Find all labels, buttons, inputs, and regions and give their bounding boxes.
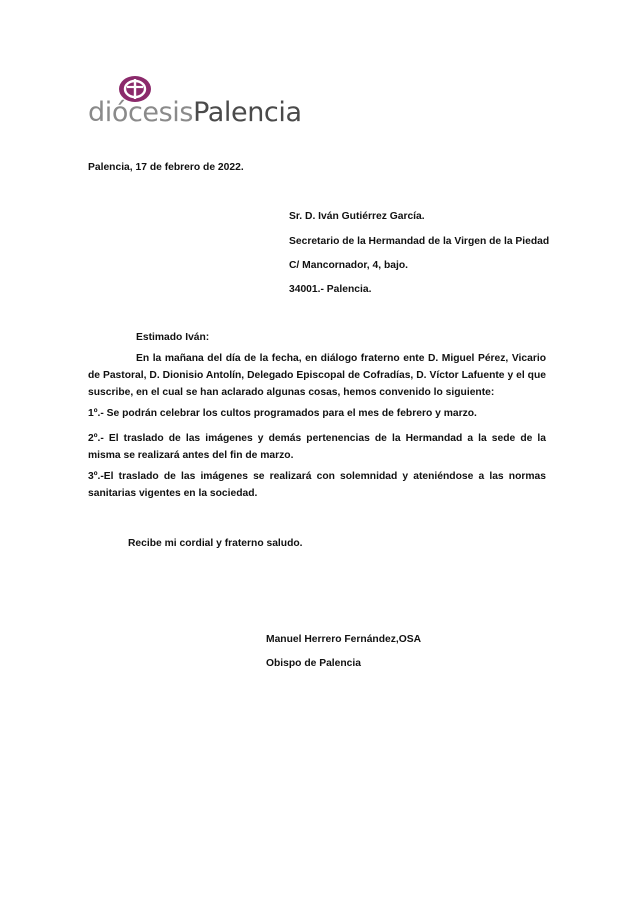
diocesis-palencia-logo	[88, 72, 302, 132]
recipient-position: Secretario de la Hermandad de la Virgen de la Piedad	[289, 236, 550, 247]
recipient-name: Sr. D. Iván Gutiérrez García.	[289, 211, 425, 222]
intro-paragraph: En la mañana del día de la fecha, en diálogo fraterno ente D. Miguel Pérez, Vicario de Pastoral, D. Dionisio Antolín, Delegado Episcopal de Cofradías, D. Víctor Lafuente y el que suscribe, en el cual se han aclarado algunas cosas, hemos convenido lo siguiente:	[88, 353, 546, 398]
logo-wordmark	[88, 98, 302, 132]
signature-name: Manuel Herrero Fernández,OSA	[266, 634, 422, 645]
point-1: 1º.- Se podrán celebrar los cultos programados para el mes de febrero y marzo.	[88, 408, 477, 419]
signature-title: Obispo de Palencia	[266, 658, 361, 669]
logo-word-palencia: Palencia	[193, 97, 302, 128]
closing-line: Recibe mi cordial y fraterno saludo.	[128, 538, 303, 549]
point-2: 2º.- El traslado de las imágenes y demás pertenencias de la Hermandad a la sede de la misma se realizará antes del fin de marzo.	[88, 433, 546, 461]
point-3: 3º.-El traslado de las imágenes se realizará con solemnidad y ateniéndose a las normas sanitarias vigentes en la sociedad.	[88, 471, 546, 499]
salutation: Estimado Iván:	[136, 332, 210, 343]
date-line: Palencia, 17 de febrero de 2022.	[88, 162, 244, 173]
recipient-address: C/ Mancornador, 4, bajo.	[289, 260, 409, 271]
logo-word-diocesis: diócesis	[88, 97, 194, 128]
recipient-city: 34001.- Palencia.	[289, 284, 372, 295]
